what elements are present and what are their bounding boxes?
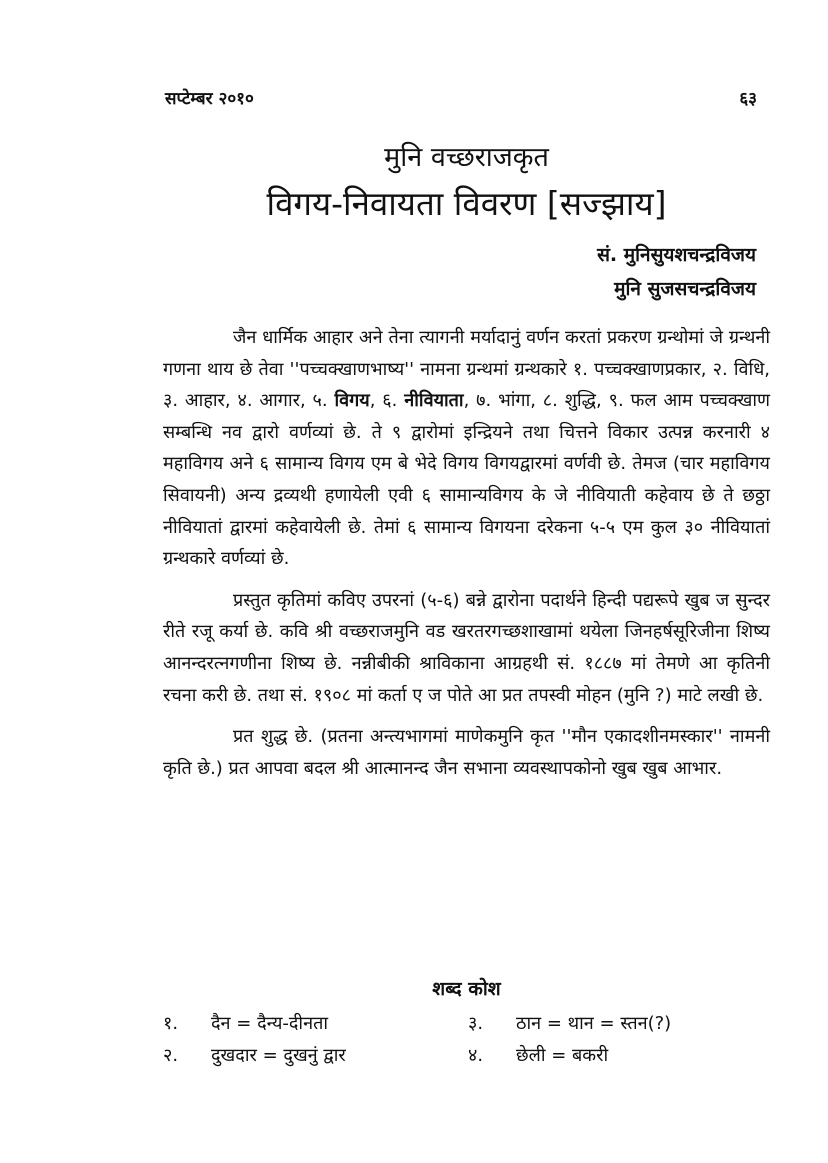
glossary-item: [163, 1042, 468, 1070]
paragraph-3: प्रत शुद्ध छे. (प्रतना अन्त्यभागमां माणेकमुनि कृत ''मौन एकादशीनमस्कार'' नामनी कृति छे.) प्रत आपवा बदल श्री आत्मानन्द जैन सभाना व्यवस्थापकोनो खुब खुब आभार.: [163, 726, 770, 779]
editor-line-1: सं. मुनिसुयशचन्द्रविजय: [597, 244, 756, 266]
glossary-item-text: ठान = थान = स्तन(?): [516, 1013, 672, 1034]
glossary-item-number: ४.: [468, 1045, 484, 1066]
glossary-item: [468, 1042, 770, 1070]
article-title: विगय-निवायता विवरण [सज्झाय]: [266, 184, 667, 223]
term-niviyata: नीवियाता: [404, 390, 464, 412]
running-header: [165, 84, 757, 110]
glossary-item-text: छेली = बकरी: [516, 1045, 609, 1066]
glossary-item-number: १.: [163, 1013, 179, 1034]
glossary-item-text: दैन = दैन्य-दीनता: [211, 1013, 329, 1034]
editors-block: [597, 238, 756, 306]
page-number: ६३: [739, 88, 757, 109]
article-subtitle: मुनि वच्छराजकृत: [384, 142, 549, 173]
glossary-item-number: २.: [163, 1045, 179, 1066]
glossary-title: शब्द कोश: [432, 978, 501, 1000]
paragraph-1: [163, 322, 770, 575]
paragraph-1-text-c: , ७. भांगा, ८. शुद्धि, ९. फल आम पच्चक्खाण सम्बन्धि नव द्वारो वर्णव्यां छे. ते ९ द्वारोमां इन्द्रियने तथा चित्तने विकार उत्पन्न करनारी ४ महाविगय अने ६ सामान्य विगय एम बे भेदे विगय विगयद्वारमां वर्णवी छे. तेमज (चार महाविगय सिवायनी) अन्य द्रव्यथी हणायेली एवी ६ सामान्यविगय के जे नीवियाती कहेवाय छे ते छठ्ठा नीवियातां द्वारमां कहेवायेली छे. तेमां ६ सामान्य विगयना दरेकना ५-५ एम कुल ३० नीवियातां ग्रन्थकारे वर्णव्यां छे.: [163, 390, 771, 570]
glossary-item: [468, 1010, 770, 1038]
glossary-section: [163, 972, 770, 1070]
paragraph-1-text-a: जैन धार्मिक आहार अने तेना त्यागनी मर्यादानुं वर्णन करतां प्रकरण ग्रन्थोमां जे ग्रन्थनी गणना थाय छे तेवा ''पच्चक्खाणभाष्य'' नामना ग्रन्थमां ग्रन्थकारे १. पच्चक्खाणप्रकार, २. विधि, ३. आहार, ४. आगार, ५.: [163, 327, 770, 412]
paragraph-1-text-b: , ६.: [369, 390, 405, 412]
glossary-item-number: ३.: [468, 1013, 484, 1034]
paragraph-2: प्रस्तुत कृतिमां कविए उपरनां (५-६) बन्ने द्वारोना पदार्थने हिन्दी पद्यरूपे खुब ज सुन्दर रीते रजू कर्या छे. कवि श्री वच्छराजमुनि वड खरतरगच्छशाखामां थयेला जिनहर्षसूरिजीना शिष्य आनन्दरत्नगणीना शिष्य छे. नन्नीबीकी श्राविकाना आग्रहथी सं. १८८७ मां तेमणे आ कृतिनी रचना करी छे. तथा सं. १९०८ मां कर्ता ए ज पोते आ प्रत तपस्वी मोहन (मुनि ?) माटे लखी छे.: [163, 589, 770, 706]
glossary-item: [163, 1010, 468, 1038]
title-block: [163, 138, 770, 228]
term-vigay: विगय: [334, 390, 370, 412]
article-body: [163, 322, 770, 794]
glossary-item-text: दुखदार = दुखनुं द्वार: [211, 1045, 346, 1066]
glossary-list: [163, 1010, 770, 1070]
editor-line-2: मुनि सुजसचन्द्रविजय: [614, 278, 756, 300]
issue-date: सप्टेम्बर २०१०: [165, 88, 254, 109]
